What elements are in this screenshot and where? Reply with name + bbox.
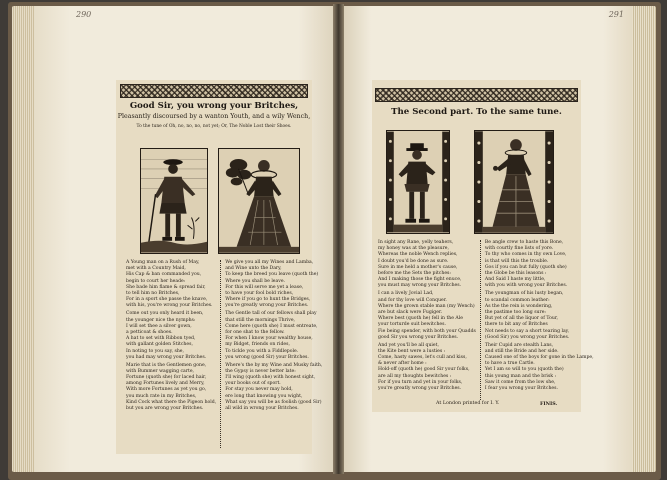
verse-line: with Bummer wagging carte, <box>126 368 195 374</box>
woman-figure-illustration <box>219 149 299 253</box>
verse-line: this young man and the brisk : <box>484 373 557 379</box>
verse-line: And Said I haste my little, <box>484 277 546 283</box>
right-page <box>342 6 632 472</box>
book-gutter <box>333 4 344 474</box>
verse-line: the pastime too long sure: <box>484 309 546 315</box>
verse-line: The youngman of his lusty began, <box>484 291 564 297</box>
verse-line: In sight any Rane, yelly teahers, <box>378 240 454 245</box>
verse-stanza <box>225 260 322 310</box>
ballad-columns <box>126 260 323 448</box>
verse-line: Where best (quoth he) fell in the Ale <box>378 316 463 322</box>
verse-line: Be angle crew to haste this Bone, <box>484 240 564 245</box>
verse-stanza <box>378 291 476 341</box>
verse-line: your books out of sport. <box>225 381 281 387</box>
ballad-subtitle: Pleasantly discoursed by a wanton Youth, and a wily Wench, <box>117 113 311 120</box>
ornament-band <box>375 88 578 102</box>
ornament-band <box>120 84 308 98</box>
column-divider <box>480 240 481 400</box>
verse-line: I doubt you'd be done as sure. <box>378 258 449 264</box>
verse-line: For if you turn and yet in your folks, <box>378 379 463 385</box>
verse-stanza <box>378 240 476 290</box>
verse-line: the Gypsy is never better late: <box>225 368 296 374</box>
verse-line: among Fortunes lively and Merry, <box>126 381 205 387</box>
verse-line: A Young man on a Rush of May, <box>126 260 200 265</box>
folio-number-left: 290 <box>76 10 92 19</box>
verse-line: before me the Sets the pitches: <box>378 271 451 277</box>
verse-line: What say you will be as foolish (good Sir) <box>225 399 322 405</box>
finis-mark: FINIS. <box>540 401 558 407</box>
page-edges-left <box>12 6 36 472</box>
verse-line: for one shat to the fellow. <box>225 329 285 335</box>
printer-imprint: At London printed for I. Y. <box>436 401 500 406</box>
verse-line: you're greatly wrong your Britches. <box>378 386 462 392</box>
verse-line: and for thy love will Conquer. <box>378 297 447 303</box>
verse-line: In noting to you say, she, <box>126 348 184 354</box>
verse-stanza <box>485 291 594 341</box>
verse-line: my honey was at the pleasure, <box>378 246 449 252</box>
column-divider <box>220 260 221 448</box>
verse-stanza <box>126 260 216 310</box>
verse-line: Yet I am so will to you (quoth the) <box>484 367 564 373</box>
verse-line: And yet you'll be all quiet, <box>378 342 439 348</box>
verse-line: Caused one of the boys for gone in the Lampe, <box>484 355 594 361</box>
verse-line: to have your fool bold riches, <box>225 291 294 297</box>
verse-line: good Sir you wrong your Britches. <box>378 334 459 340</box>
verse-line: that still the mornings Thrive, <box>225 317 296 323</box>
verse-line: Marie that is the Gentlemen gone, <box>126 362 207 368</box>
second-part-columns <box>378 240 594 400</box>
lady-figure-woodcut <box>474 130 554 234</box>
verse-line: a petticoat & shoes. <box>126 329 173 335</box>
left-page <box>34 6 335 472</box>
verse-line: with gallant golden Stitches, <box>126 342 193 348</box>
verse-line: you had may wrong your Britches. <box>126 354 207 360</box>
verse-line: Their Cupid are stealth Lans, <box>484 342 554 348</box>
verse-line: Not needs to say a short tearing lay, <box>484 328 570 334</box>
verse-line: Fie being spender, with both your Quadds <box>378 328 476 334</box>
man-figure-illustration <box>141 149 207 253</box>
verse-line: With more Fortunes as yet you go, <box>126 387 207 393</box>
verse-line: the Kite bent were a lusties : <box>378 348 446 354</box>
verse-line: your torturde suit bewitches. <box>378 322 446 328</box>
verse-line: there to bit any of Britches <box>484 322 548 328</box>
verse-line: are but slack were Fugiger. <box>378 309 443 315</box>
verse-line: I'll wing (quoth she) with honest sight, <box>225 375 316 381</box>
verse-line: Hold-off (quoth he) good Sir your folks, <box>378 367 470 373</box>
verse-line: Where's the by my Wine and Musky faith, <box>225 362 323 368</box>
verse-line: is that will this the trouble. <box>484 258 549 264</box>
verse-line: I will set thee a silver gown, <box>126 323 192 329</box>
folio-number-right: 291 <box>608 10 624 19</box>
verse-line: with courtly fine lists of yore. <box>484 246 554 252</box>
verse-line: to tell him no Britches, <box>126 291 180 297</box>
tune-line: To the tune of Oh, no, no, no, not yet; Or, The Noble Lost their Shoes. <box>136 124 292 129</box>
verse-stanza <box>225 311 322 361</box>
verse-line: To thy who comes in thy own Love, <box>484 252 567 258</box>
verse-line: And I making those the fight enuce, <box>378 277 462 283</box>
verse-stanza <box>225 363 322 413</box>
verse-line: all wild in wrong your Britches. <box>225 406 299 412</box>
verse-line: For stay you never may hold, <box>225 387 293 393</box>
verse-line: I can a lively Jovial Lad, <box>378 291 434 297</box>
verse-line: the Globe be this leasons : <box>484 271 547 277</box>
verse-line: But yet of all the liquor of Tour, <box>484 316 558 322</box>
verse-line: Sure in me held a mother's cause, <box>378 264 458 270</box>
woman-figure-woodcut <box>218 148 300 254</box>
verse-line: As the the rein is wondering, <box>484 303 553 309</box>
gentleman-figure-illustration <box>387 131 449 233</box>
lady-figure-illustration <box>475 131 553 233</box>
verse-line: Where you shall be leave. <box>225 278 286 284</box>
verse-line: and still the Bride and her side. <box>484 348 559 354</box>
verse-line: For this will serve me yet a lease, <box>225 284 304 290</box>
verse-line: The Gentle tall of our fellows shall play <box>225 311 317 317</box>
verse-line: She bade him flame & spread fair, <box>126 284 206 290</box>
verse-line: ere long that knowing you wight, <box>225 393 303 399</box>
verse-line: For when I know your wealthy house, <box>225 336 313 342</box>
verse-line: To tickle you with a Fiddlepole. <box>225 348 299 354</box>
verse-line: Gos if you can but fully (quoth she) <box>484 264 567 270</box>
verse-stanza <box>378 343 476 393</box>
verse-line: begin to court her heade: <box>126 278 186 284</box>
verse-line: (Good Sir) you wrong your Britches. <box>484 334 570 340</box>
verse-line: and Wine unto the Dary, <box>225 266 282 272</box>
verse-line: To keep the breed you leave (quoth the) <box>225 272 319 278</box>
verse-column-2 <box>225 260 322 448</box>
verse-line: Where if you go to hunt the Bridges, <box>225 297 311 303</box>
second-part-title: The Second part. To the same tune. <box>391 107 562 117</box>
verse-line: Come, hasty sawes, let's cull and kiss, <box>378 355 467 361</box>
verse-line: Come out you only heard it been, <box>126 311 204 317</box>
verse-line: met with a Country Maid, <box>126 266 186 272</box>
page-edges-right <box>628 6 656 472</box>
ballad-sheet-left <box>116 80 323 454</box>
verse-line: you're greatly wrong your Britches. <box>225 303 309 309</box>
ballad-sheet-right <box>372 80 594 412</box>
verse-line: Come here (quoth she) I must entreate, <box>225 323 318 329</box>
verse-line: Fortune (quoth she) for laced hair, <box>126 375 207 381</box>
verse-line: to have a true Cartle. <box>484 361 535 367</box>
verse-line: Kind Cock what there the Pigeon hold, <box>126 399 217 405</box>
verse-column-2 <box>485 240 594 400</box>
verse-line: Whereas the noble Wench replies, <box>378 252 458 258</box>
gentleman-figure-woodcut <box>386 130 450 234</box>
verse-line: I fear you wrong your Britches. <box>484 386 558 392</box>
verse-line: His Cap & ban commanded you, <box>126 272 202 278</box>
verse-line: A hat to set with Ribbon tyed, <box>126 336 196 342</box>
verse-column-1 <box>378 240 476 400</box>
verse-line: with you with wrong your Britches. <box>484 283 568 289</box>
verse-line: the younger nice the nymphs: <box>126 317 196 323</box>
verse-line: For in a sport she passe the knave, <box>126 297 208 303</box>
verse-line: & never after home : <box>378 361 427 367</box>
verse-line: but you are wrong your Britches. <box>126 406 204 412</box>
verse-line: you much rate in my Britches, <box>126 393 197 399</box>
verse-line: We give you all my Wines and Lamba, <box>225 260 314 265</box>
verse-line: to scandal common leather: <box>484 297 550 303</box>
verse-column-1 <box>126 260 216 448</box>
verse-line: are all my thoughts bewitches : <box>378 373 452 379</box>
verse-line: you must may wrong your Britches. <box>378 283 462 289</box>
verse-stanza <box>126 363 216 413</box>
ballad-title: Good Sir, you wrong your Britches, <box>129 101 299 111</box>
man-figure-woodcut <box>140 148 208 254</box>
verse-stanza <box>485 343 594 393</box>
verse-line: Saw it come from the low she, <box>484 379 556 385</box>
verse-line: Where the grown stable man (my Wench) <box>378 303 475 309</box>
verse-line: my Bidget, friends on rides, <box>225 342 290 348</box>
verse-stanza <box>126 311 216 361</box>
verse-line: you wrong (good Sir) your Britches. <box>225 354 309 360</box>
verse-line: with his, you're wrong your Britches. <box>126 303 213 309</box>
verse-stanza <box>485 240 594 290</box>
